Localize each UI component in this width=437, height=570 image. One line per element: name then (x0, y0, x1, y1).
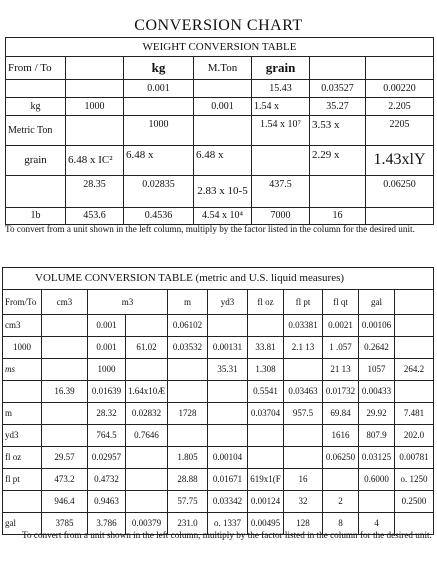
table-cell: 1.43xlY (366, 146, 434, 176)
table-cell: 15.43 (252, 80, 310, 98)
table-cell (124, 98, 194, 116)
table-cell: 32 (284, 491, 323, 513)
table-cell (3, 381, 42, 403)
table-cell (284, 447, 323, 469)
table-cell: 128 (284, 513, 323, 535)
page-title: CONVERSION CHART (134, 17, 303, 34)
table-cell: 0.2642 (359, 337, 395, 359)
table-cell: 807.9 (359, 425, 395, 447)
volume-header-cell (395, 290, 434, 315)
table-cell: 0.001 (194, 98, 252, 116)
table-cell: 7.481 (395, 403, 434, 425)
table-cell: grain (6, 146, 66, 176)
table-cell: 764.5 (88, 425, 126, 447)
table-cell (248, 447, 284, 469)
table-cell (395, 337, 434, 359)
table-cell (66, 116, 124, 146)
table-cell: 1000 (66, 98, 124, 116)
table-cell (168, 381, 208, 403)
table-row (6, 176, 434, 208)
table-cell: kg (6, 98, 66, 116)
table-cell (126, 491, 168, 513)
table-cell: 473.2 (42, 469, 88, 491)
table-cell: 6.48 x IC² (66, 146, 124, 176)
table-cell: 0.03532 (168, 337, 208, 359)
table-cell: 0.03463 (284, 381, 323, 403)
table-cell: 61.02 (126, 337, 168, 359)
table-cell (208, 315, 248, 337)
table-cell (126, 315, 168, 337)
table-cell: 28.35 (66, 176, 124, 208)
table-cell: 1b (6, 208, 66, 225)
table-cell: 264.2 (395, 359, 434, 381)
volume-header-cell: fl oz (248, 290, 284, 315)
table-cell: 4 (359, 513, 395, 535)
table-cell (395, 315, 434, 337)
table-cell (168, 425, 208, 447)
volume-header-cell: gal (359, 290, 395, 315)
table-cell (3, 491, 42, 513)
table-row (3, 381, 434, 403)
table-cell: 16 (310, 208, 366, 225)
table-cell: 0.00131 (208, 337, 248, 359)
table-cell: 0.01671 (208, 469, 248, 491)
table-cell: 0.06250 (323, 447, 359, 469)
table-cell: 2 (323, 491, 359, 513)
weight-header-cell: M.Ton (194, 57, 252, 80)
table-cell: 0.02832 (126, 403, 168, 425)
volume-table-caption: VOLUME CONVERSION TABLE (metric and U.S. liquid measures) (3, 268, 434, 290)
table-cell: 0.03342 (208, 491, 248, 513)
table-cell: 16 (284, 469, 323, 491)
table-cell: 0.01732 (323, 381, 359, 403)
weight-header-cell: grain (252, 57, 310, 80)
volume-header-cell: From/To (3, 290, 42, 315)
weight-header-cell: From / To (6, 57, 66, 80)
table-cell (6, 80, 66, 98)
table-cell: 0.2500 (395, 491, 434, 513)
table-row (6, 116, 434, 146)
table-cell: 0.001 (88, 337, 126, 359)
table-cell: gal (3, 513, 42, 535)
table-cell: 0.00495 (248, 513, 284, 535)
table-cell (168, 359, 208, 381)
table-cell (42, 315, 88, 337)
table-cell: 619x1(F (248, 469, 284, 491)
table-cell: 1.64x10Æ (126, 381, 168, 403)
table-row (6, 80, 434, 98)
volume-header-cell: m3 (88, 290, 168, 315)
table-cell: 0.4536 (124, 208, 194, 225)
table-cell: 1000 (3, 337, 42, 359)
weight-table-caption: WEIGHT CONVERSION TABLE (6, 38, 434, 57)
table-cell: cm3 (3, 315, 42, 337)
table-cell: 0.00124 (248, 491, 284, 513)
table-row (6, 146, 434, 176)
volume-header-cell: fl pt (284, 290, 323, 315)
table-cell: 0.0021 (323, 315, 359, 337)
table-cell: 1.54 x 10⁷ (252, 116, 310, 146)
table-cell (208, 381, 248, 403)
table-cell: 2.83 x 10-5 (194, 176, 252, 208)
table-cell: 1.308 (248, 359, 284, 381)
table-cell: 0.00781 (395, 447, 434, 469)
table-cell: 69.84 (323, 403, 359, 425)
table-cell: 0.06250 (366, 176, 434, 208)
table-cell: 1000 (88, 359, 126, 381)
volume-conversion-table (2, 267, 434, 535)
table-cell: m (3, 403, 42, 425)
table-cell: 3.786 (88, 513, 126, 535)
table-row (3, 491, 434, 513)
volume-header-cell: yd3 (208, 290, 248, 315)
volume-header-cell: m (168, 290, 208, 315)
table-cell: 0.03704 (248, 403, 284, 425)
table-cell (252, 146, 310, 176)
table-cell: 7000 (252, 208, 310, 225)
table-row (3, 359, 434, 381)
table-cell (42, 403, 88, 425)
table-cell (248, 315, 284, 337)
table-cell: 0.00379 (126, 513, 168, 535)
table-cell (194, 116, 252, 146)
table-cell: 1616 (323, 425, 359, 447)
table-cell: o. 1250 (395, 469, 434, 491)
table-cell: fl pt (3, 469, 42, 491)
table-cell: 29.92 (359, 403, 395, 425)
table-cell: 453.6 (66, 208, 124, 225)
table-cell: 6.48 x (194, 146, 252, 176)
table-cell (6, 176, 66, 208)
table-cell: 0.001 (88, 315, 126, 337)
table-row (3, 403, 434, 425)
table-cell: 33.81 (248, 337, 284, 359)
table-cell: 0.001 (124, 80, 194, 98)
volume-header-cell: fl qt (323, 290, 359, 315)
table-row (6, 208, 434, 225)
table-cell: 0.03125 (359, 447, 395, 469)
table-cell: 1.54 x (252, 98, 310, 116)
table-cell (126, 469, 168, 491)
table-cell: 35.27 (310, 98, 366, 116)
table-cell: 3.53 x (310, 116, 366, 146)
table-cell: 57.75 (168, 491, 208, 513)
table-cell: ms (3, 359, 42, 381)
table-cell: 0.9463 (88, 491, 126, 513)
table-cell (310, 176, 366, 208)
table-cell: 0.02835 (124, 176, 194, 208)
table-cell: 3785 (42, 513, 88, 535)
volume-table-note: To convert from a unit shown in the left column, multiply by the factor listed in the column for the desired unit. (22, 530, 432, 540)
weight-header-cell: kg (124, 57, 194, 80)
table-cell (126, 359, 168, 381)
table-cell: 437.5 (252, 176, 310, 208)
table-cell: 202.0 (395, 425, 434, 447)
table-cell: 28.88 (168, 469, 208, 491)
table-cell: 29.57 (42, 447, 88, 469)
table-cell: fl oz (3, 447, 42, 469)
table-cell: 2205 (366, 116, 434, 146)
table-cell: 0.01639 (88, 381, 126, 403)
weight-header-cell (66, 57, 124, 80)
table-cell: 6.48 x (124, 146, 194, 176)
table-row (3, 447, 434, 469)
table-cell: 4.54 x 10⁴ (194, 208, 252, 225)
table-cell (208, 403, 248, 425)
table-cell (42, 359, 88, 381)
table-cell (42, 337, 88, 359)
table-cell: 957.5 (284, 403, 323, 425)
table-cell (126, 447, 168, 469)
table-cell (208, 425, 248, 447)
table-row (6, 98, 434, 116)
table-cell: 0.00106 (359, 315, 395, 337)
volume-header-cell: cm3 (42, 290, 88, 315)
table-cell: 1000 (124, 116, 194, 146)
table-cell (366, 208, 434, 225)
table-cell: 1.805 (168, 447, 208, 469)
table-cell (323, 469, 359, 491)
table-row (3, 315, 434, 337)
table-cell: 0.5541 (248, 381, 284, 403)
table-cell: 16.39 (42, 381, 88, 403)
table-cell (284, 359, 323, 381)
table-cell: 35.31 (208, 359, 248, 381)
weight-header-cell (310, 57, 366, 80)
table-cell: o. 1337 (208, 513, 248, 535)
table-cell (248, 425, 284, 447)
table-cell (359, 491, 395, 513)
table-cell: 1057 (359, 359, 395, 381)
table-cell (66, 80, 124, 98)
table-cell: 231.0 (168, 513, 208, 535)
table-cell: 0.7646 (126, 425, 168, 447)
table-cell: 0.00104 (208, 447, 248, 469)
table-cell: 8 (323, 513, 359, 535)
table-cell: 0.00433 (359, 381, 395, 403)
table-cell: 1728 (168, 403, 208, 425)
table-cell: 0.00220 (366, 80, 434, 98)
weight-conversion-table (5, 37, 434, 225)
table-cell (395, 381, 434, 403)
weight-table-note: To convert from a unit shown in the left column, multiply by the factor listed in the column for the desired unit. (5, 224, 415, 234)
table-cell: 0.02957 (88, 447, 126, 469)
table-cell: 946.4 (42, 491, 88, 513)
table-row (3, 337, 434, 359)
table-cell: 2.205 (366, 98, 434, 116)
table-row (3, 469, 434, 491)
table-cell: 0.03527 (310, 80, 366, 98)
table-cell: Metric Ton (6, 116, 66, 146)
table-cell: 0.06102 (168, 315, 208, 337)
table-row (3, 425, 434, 447)
table-cell: 2.29 x (310, 146, 366, 176)
table-cell (194, 80, 252, 98)
table-cell (284, 425, 323, 447)
table-cell: 21 13 (323, 359, 359, 381)
table-cell: 0.6000 (359, 469, 395, 491)
table-cell: 28.32 (88, 403, 126, 425)
table-cell: 0.4732 (88, 469, 126, 491)
table-cell: 0.03381 (284, 315, 323, 337)
weight-header-cell (366, 57, 434, 80)
table-cell: yd3 (3, 425, 42, 447)
table-cell (42, 425, 88, 447)
table-cell: 2.1 13 (284, 337, 323, 359)
table-cell: 1 .057 (323, 337, 359, 359)
